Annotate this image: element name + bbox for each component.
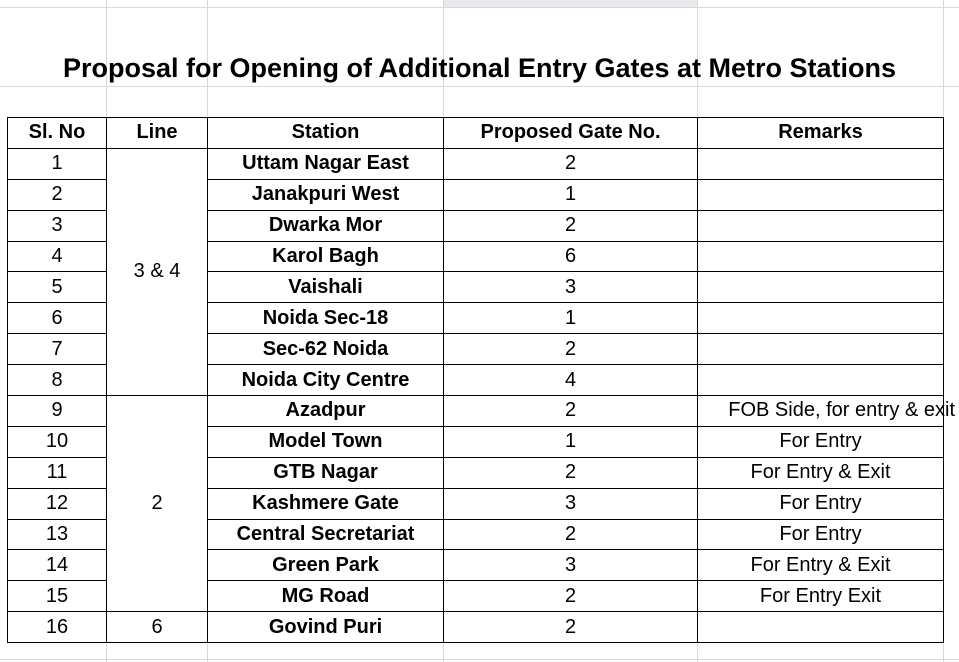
sheet-title: Proposal for Opening of Additional Entry Gates at Metro Stations (62, 53, 897, 83)
header-station[interactable]: Station (208, 118, 444, 149)
table-row (8, 148, 944, 179)
cell-station[interactable]: GTB Nagar (208, 457, 444, 488)
table-row (8, 612, 944, 643)
cell-remarks[interactable] (698, 272, 944, 303)
cell-remarks[interactable] (698, 210, 944, 241)
cell-proposed-gate[interactable]: 2 (444, 581, 698, 612)
cell-remarks[interactable] (698, 303, 944, 334)
cell-remarks[interactable] (698, 396, 955, 427)
cell-station[interactable]: Janakpuri West (208, 179, 444, 210)
table-row (8, 396, 944, 427)
cell-station[interactable]: Central Secretariat (208, 519, 444, 550)
cell-sl-no[interactable]: 8 (8, 365, 107, 396)
remarks-text: FOB Side, for entry & exit (728, 399, 955, 422)
gates-table (7, 117, 955, 643)
cell-proposed-gate[interactable]: 1 (444, 303, 698, 334)
cell-station[interactable]: Azadpur (208, 396, 444, 427)
cell-sl-no[interactable]: 15 (8, 581, 107, 612)
cell-proposed-gate[interactable]: 6 (444, 241, 698, 272)
gridline (0, 659, 959, 660)
cell-station[interactable]: Karol Bagh (208, 241, 444, 272)
cell-sl-no[interactable]: 4 (8, 241, 107, 272)
cell-remarks[interactable]: For Entry & Exit (698, 550, 944, 581)
cell-proposed-gate[interactable]: 1 (444, 179, 698, 210)
cell-remarks[interactable]: For Entry Exit (698, 581, 944, 612)
cell-proposed-gate[interactable]: 4 (444, 365, 698, 396)
cell-proposed-gate[interactable]: 2 (444, 519, 698, 550)
cell-station[interactable]: Noida City Centre (208, 365, 444, 396)
cell-sl-no[interactable]: 7 (8, 334, 107, 365)
gridline (0, 7, 959, 8)
cell-proposed-gate[interactable]: 3 (444, 550, 698, 581)
table-header-row (8, 118, 944, 149)
cell-proposed-gate[interactable]: 2 (444, 396, 698, 427)
cell-station[interactable]: Vaishali (208, 272, 444, 303)
gridline (0, 86, 959, 87)
cell-proposed-gate[interactable]: 2 (444, 334, 698, 365)
cell-remarks[interactable] (698, 612, 944, 643)
cell-remarks[interactable] (698, 334, 944, 365)
cell-sl-no[interactable]: 13 (8, 519, 107, 550)
cell-sl-no[interactable]: 10 (8, 426, 107, 457)
cell-remarks[interactable] (698, 179, 944, 210)
cell-sl-no[interactable]: 11 (8, 457, 107, 488)
cell-proposed-gate[interactable]: 1 (444, 426, 698, 457)
cell-remarks[interactable] (698, 241, 944, 272)
cell-proposed-gate[interactable]: 3 (444, 488, 698, 519)
cell-proposed-gate[interactable]: 2 (444, 457, 698, 488)
cell-remarks[interactable] (698, 148, 944, 179)
cell-sl-no[interactable]: 5 (8, 272, 107, 303)
cell-sl-no[interactable]: 3 (8, 210, 107, 241)
cell-proposed-gate[interactable]: 3 (444, 272, 698, 303)
header-remarks[interactable]: Remarks (698, 118, 944, 149)
cell-sl-no[interactable]: 12 (8, 488, 107, 519)
header-proposed-gate[interactable]: Proposed Gate No. (444, 118, 698, 149)
cell-remarks[interactable]: For Entry (698, 426, 944, 457)
cell-station[interactable]: Govind Puri (208, 612, 444, 643)
cell-proposed-gate[interactable]: 2 (444, 148, 698, 179)
cell-station[interactable]: Uttam Nagar East (208, 148, 444, 179)
cell-sl-no[interactable]: 16 (8, 612, 107, 643)
cell-remarks[interactable]: For Entry (698, 488, 944, 519)
cell-remarks[interactable]: For Entry (698, 519, 944, 550)
cell-line[interactable]: 6 (107, 612, 208, 643)
cell-station[interactable]: Dwarka Mor (208, 210, 444, 241)
column-header-selection (443, 0, 697, 7)
cell-station[interactable]: Noida Sec-18 (208, 303, 444, 334)
cell-line[interactable]: 3 & 4 (107, 148, 208, 395)
cell-proposed-gate[interactable]: 2 (444, 210, 698, 241)
header-sl-no[interactable]: Sl. No (8, 118, 107, 149)
cell-line[interactable]: 2 (107, 396, 208, 612)
table-body (8, 148, 955, 642)
cell-station[interactable]: Green Park (208, 550, 444, 581)
cell-sl-no[interactable]: 2 (8, 179, 107, 210)
header-line[interactable]: Line (107, 118, 208, 149)
cell-sl-no[interactable]: 14 (8, 550, 107, 581)
cell-station[interactable]: Kashmere Gate (208, 488, 444, 519)
cell-remarks[interactable]: For Entry & Exit (698, 457, 944, 488)
cell-remarks[interactable] (698, 365, 944, 396)
cell-station[interactable]: Model Town (208, 426, 444, 457)
cell-sl-no[interactable]: 9 (8, 396, 107, 427)
cell-sl-no[interactable]: 6 (8, 303, 107, 334)
cell-sl-no[interactable]: 1 (8, 148, 107, 179)
cell-station[interactable]: MG Road (208, 581, 444, 612)
cell-station[interactable]: Sec-62 Noida (208, 334, 444, 365)
cell-proposed-gate[interactable]: 2 (444, 612, 698, 643)
